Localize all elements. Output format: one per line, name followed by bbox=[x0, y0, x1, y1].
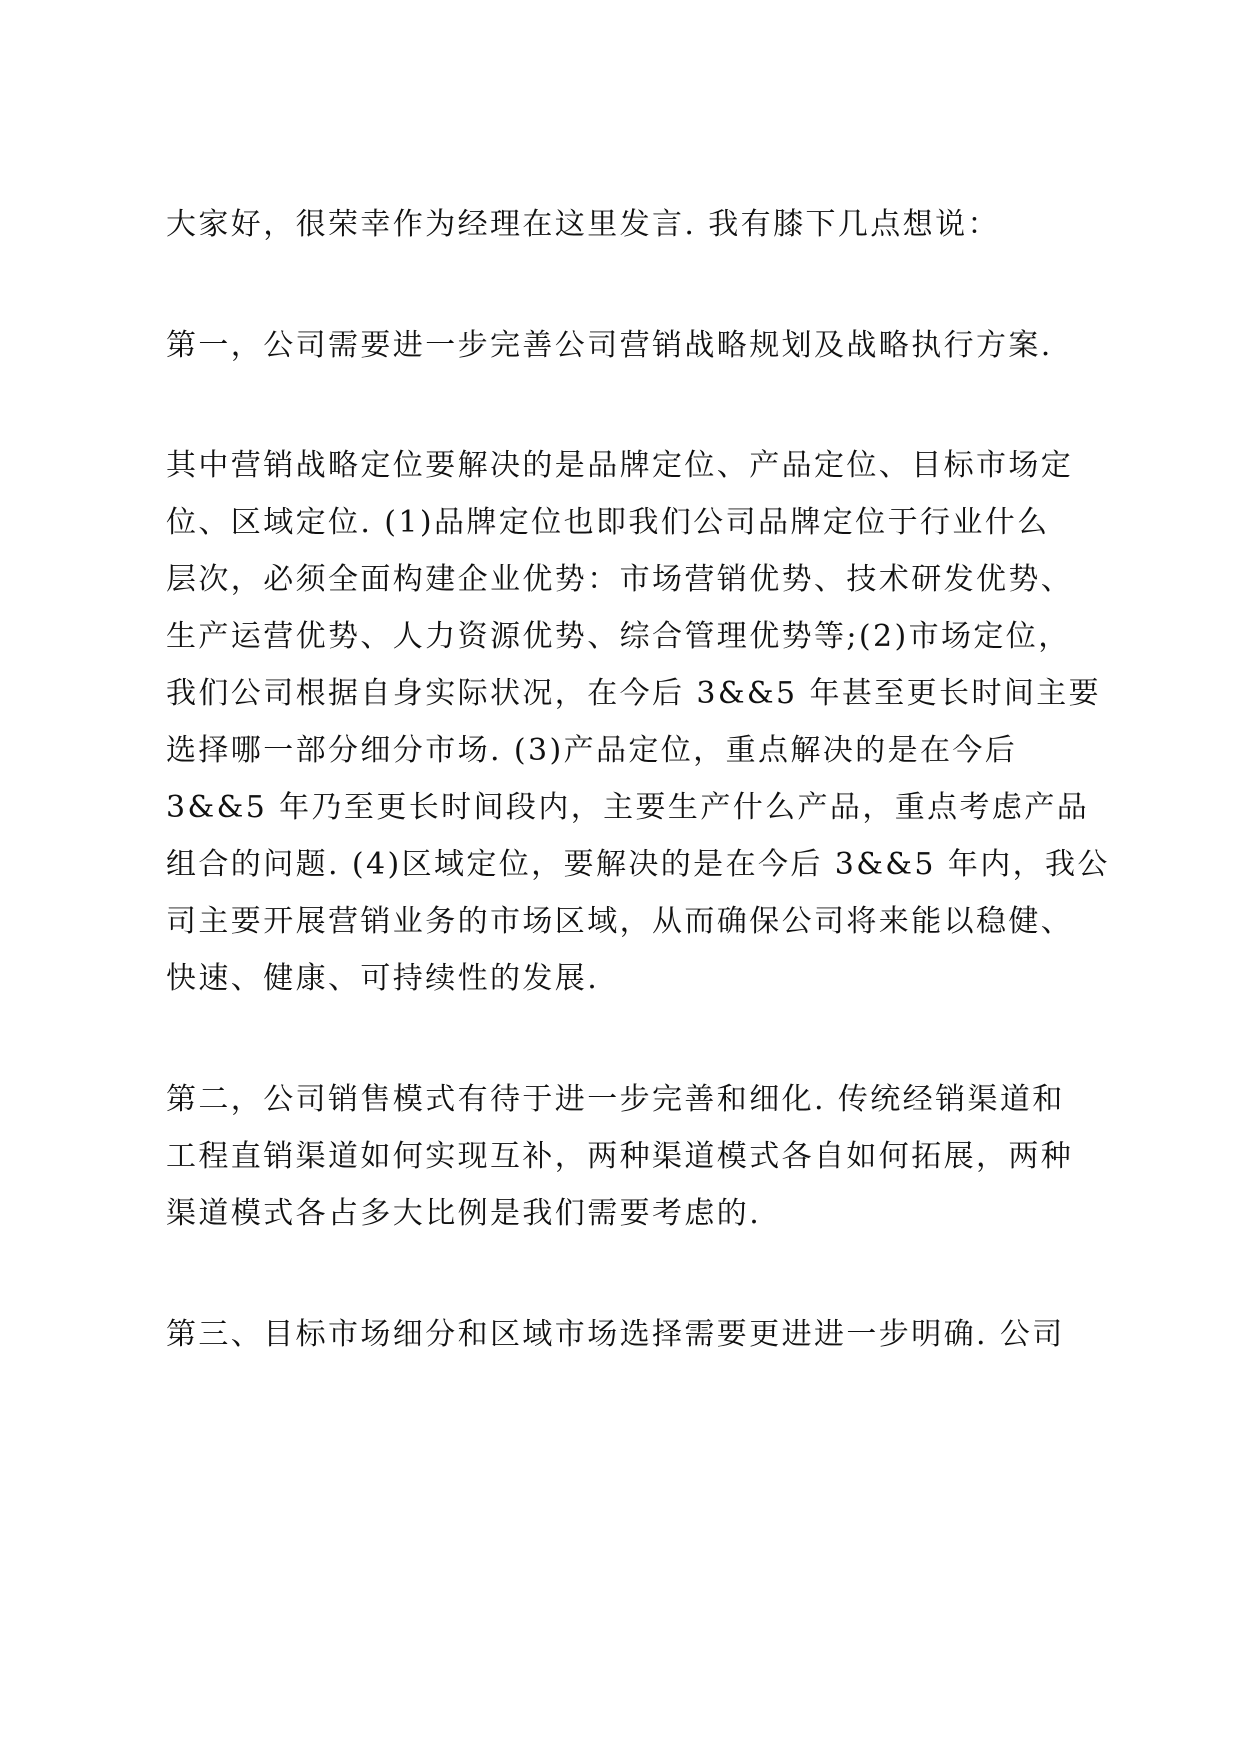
text-line: 选择哪一部分细分市场. (3)产品定位，重点解决的是在今后 bbox=[166, 733, 1018, 768]
text-line: 位、区域定位. (1)品牌定位也即我们公司品牌定位于行业什么 bbox=[166, 505, 1050, 540]
text-line: 快速、健康、可持续性的发展. bbox=[166, 961, 600, 996]
text-line: 司主要开展营销业务的市场区域，从而确保公司将来能以稳健、 bbox=[166, 904, 1074, 939]
text-line: 组合的问题. (4)区域定位，要解决的是在今后 3&&5 年内，我公 bbox=[166, 847, 1110, 882]
text-line: 生产运营优势、人力资源优势、综合管理优势等;(2)市场定位， bbox=[166, 619, 1071, 654]
text-line: 第三、目标市场细分和区域市场选择需要更进进一步明确. 公司 bbox=[166, 1317, 1065, 1352]
text-line: 渠道模式各占多大比例是我们需要考虑的. bbox=[166, 1196, 762, 1231]
text-line: 层次，必须全面构建企业优势：市场营销优势、技术研发优势、 bbox=[166, 562, 1074, 597]
text-line: 其中营销战略定位要解决的是品牌定位、产品定位、目标市场定 bbox=[166, 448, 1074, 483]
text-line: 工程直销渠道如何实现互补，两种渠道模式各自如何拓展，两种 bbox=[166, 1139, 1074, 1174]
paragraph-first-point: 第一，公司需要进一步完善公司营销战略规划及战略执行方案. bbox=[166, 328, 1053, 363]
text-line: 第二，公司销售模式有待于进一步完善和细化. 传统经销渠道和 bbox=[166, 1082, 1065, 1117]
text-line: 3&&5 年乃至更长时间段内，主要生产什么产品，重点考虑产品 bbox=[166, 790, 1090, 825]
text-line: 我们公司根据自身实际状况，在今后 3&&5 年甚至更长时间主要 bbox=[166, 676, 1102, 711]
paragraph-greeting: 大家好，很荣幸作为经理在这里发言. 我有膝下几点想说： bbox=[166, 207, 1000, 242]
